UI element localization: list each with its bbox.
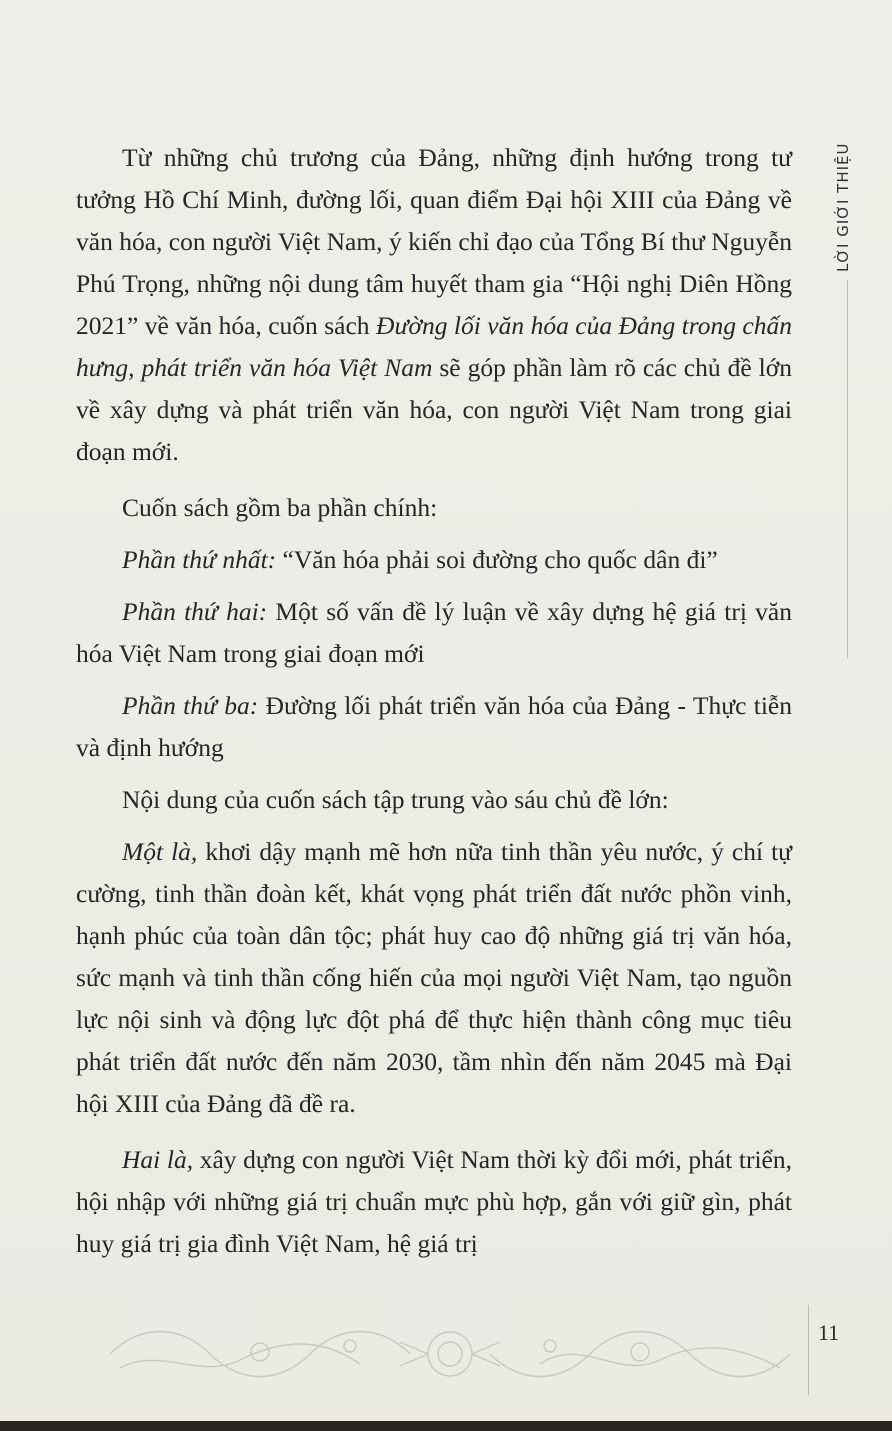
side-section-tab [834, 138, 862, 668]
paragraph-topic-one: Một là, khơi dậy mạnh mẽ hơn nữa tinh thần yêu nước, ý chí tự cường, tinh thần đoàn kết, khát vọng phát triển đất nước phồn vinh, hạnh phúc của toàn dân tộc; phát huy cao độ những giá trị văn hóa, sức mạnh và tinh thần cống hiến của mọi người Việt Nam, tạo nguồn lực nội sinh và động lực đột phá để thực hiện thành công mục tiêu phát triển đất nước đến năm 2030, tầm nhìn đến năm 2045 mà Đại hội XIII của Đảng đã đề ra. [76, 837, 793, 1118]
section-title: LỜI GIỚI THIỆU [834, 138, 862, 280]
page-bottom-edge [0, 1421, 892, 1431]
decorative-border-ornament [100, 1316, 800, 1392]
paragraph-part-two: Phần thứ hai: Một số vấn đề lý luận về xây dựng hệ giá trị văn hóa Việt Nam trong giai đoạn mới [76, 597, 792, 668]
paragraph-intro: Từ những chủ trương của Đảng, những định hướng trong tư tưởng Hồ Chí Minh, đường lối, quan điểm Đại hội XIII của Đảng về văn hóa, con người Việt Nam, ý kiến chỉ đạo của Tổng Bí thư Nguyễn Phú Trọng, những nội dung tâm huyết tham gia “Hội nghị Diên Hồng 2021” về văn hóa, cuốn sách Đường lối văn hóa của Đảng trong chấn hưng, phát triển văn hóa Việt Nam sẽ góp phần làm rõ các chủ đề lớn về xây dựng và phát triển văn hóa, con người Việt Nam trong giai đoạn mới. [76, 143, 793, 466]
page-number-divider [808, 1305, 809, 1395]
paragraph-part-three: Phần thứ ba: Đường lối phát triển văn hóa của Đảng - Thực tiễn và định hướng [76, 691, 792, 762]
paragraph-topics-intro: Nội dung của cuốn sách tập trung vào sáu chủ đề lớn: [122, 785, 669, 814]
paragraph-topic-two: Hai là, xây dựng con người Việt Nam thời kỳ đổi mới, phát triển, hội nhập với những giá trị chuẩn mực phù hợp, gắn với giữ gìn, phát huy giá trị gia đình Việt Nam, hệ giá trị [76, 1145, 792, 1258]
book-title: Đường lối văn hóa của Đảng trong chấn hưng, phát triển văn hóa Việt Nam [76, 311, 793, 382]
paragraph-part-one: Phần thứ nhất: “Văn hóa phải soi đường cho quốc dân đi” [122, 545, 718, 574]
paragraph-parts-intro: Cuốn sách gồm ba phần chính: [122, 493, 438, 522]
main-text [76, 137, 792, 1279]
page-number: 11 [818, 1320, 840, 1345]
